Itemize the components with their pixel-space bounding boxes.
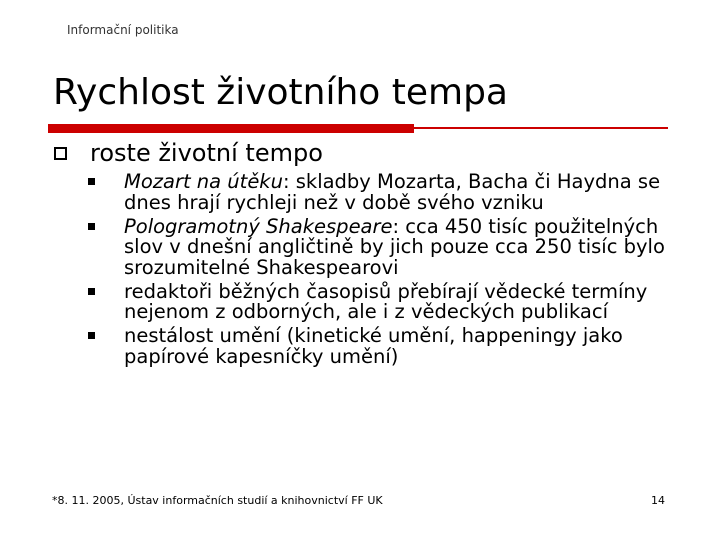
sub-bullet-list [88, 172, 668, 371]
page-number: 14 [651, 494, 665, 507]
title-underline-thin [414, 127, 668, 129]
sub-bullet-item [88, 172, 668, 213]
filled-square-bullet-icon [88, 332, 95, 339]
header-label: Informační politika [67, 23, 179, 37]
sub-bullet-item [88, 214, 668, 279]
sub-bullet-emphasis: Mozart na útěku [124, 170, 283, 193]
slide-title: Rychlost životního tempa [53, 72, 508, 113]
filled-square-bullet-icon [88, 288, 95, 295]
sub-bullet-item [88, 279, 668, 323]
sub-bullet-text: : cca 450 tisíc použitelných slov v dnešní angličtině by jich pouze cca 250 tisíc bylo srozumitelné Shakespearovi [124, 214, 665, 279]
sub-bullet-text: nestálost umění (kinetické umění, happeningy jako papírové kapesníčky umění) [124, 324, 623, 368]
sub-bullet-text: : skladby Mozarta, Bacha či Haydna se dnes hrají rychleji než v době svého vzniku [124, 170, 661, 214]
hollow-square-bullet-icon [54, 147, 67, 160]
filled-square-bullet-icon [88, 178, 95, 185]
sub-bullet-text: redaktoři běžných časopisů přebírají vědecké termíny nejenom z odborných, ale i z vědeckých publikací [124, 279, 648, 323]
sub-bullet-emphasis: Pologramotný Shakespeare [124, 214, 393, 238]
footer-text: *8. 11. 2005, Ústav informačních studií a knihovnictví FF UK [52, 494, 383, 507]
sub-bullet-item [88, 326, 668, 367]
filled-square-bullet-icon [88, 223, 95, 230]
title-underline [48, 124, 668, 133]
title-underline-thick [48, 124, 414, 133]
main-bullet-text: roste životní tempo [90, 139, 323, 167]
